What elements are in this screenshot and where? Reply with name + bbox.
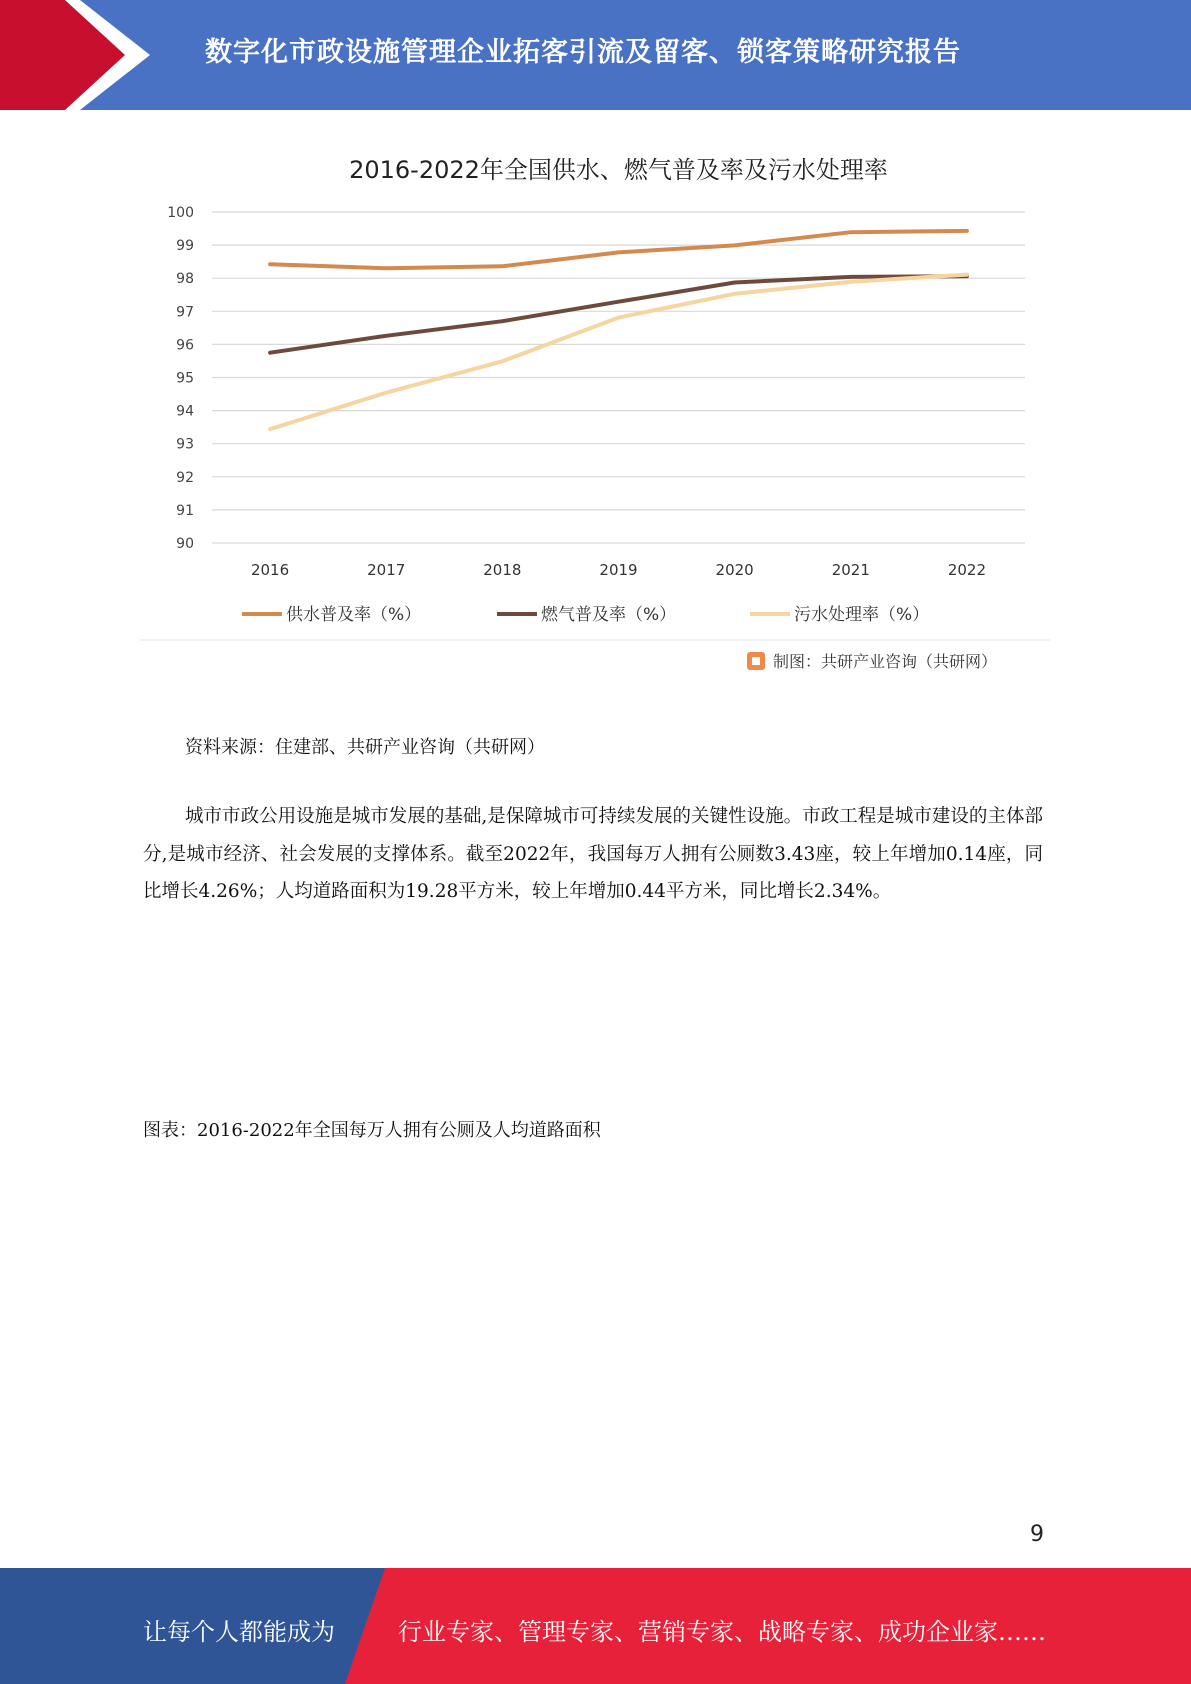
- y-tick-label: 95: [176, 370, 194, 387]
- report-header: [0, 0, 1191, 110]
- y-tick-label: 98: [176, 271, 194, 288]
- legend-label: 燃气普及率（%）: [541, 605, 677, 625]
- report-footer: [0, 1568, 1191, 1684]
- x-tick-label: 2017: [367, 561, 406, 579]
- series-line-2: [270, 276, 967, 353]
- y-tick-label: 94: [176, 403, 194, 420]
- chart-title: 2016-2022年全国供水、燃气普及率及污水处理率: [349, 156, 888, 184]
- series-line-1: [270, 231, 967, 268]
- figure-caption: 图表：2016-2022年全国每万人拥有公厕及人均道路面积: [143, 1120, 601, 1141]
- x-tick-label: 2022: [947, 561, 987, 579]
- page-number: 9: [1030, 1522, 1044, 1547]
- report-title: 数字化市政设施管理企业拓客引流及留客、锁客策略研究报告: [205, 37, 961, 68]
- footer-slogan-left: 让每个人都能成为: [143, 1618, 335, 1646]
- series-line-3: [270, 275, 967, 430]
- y-tick-label: 96: [176, 337, 194, 354]
- line-chart: [140, 140, 1050, 680]
- y-tick-label: 100: [167, 205, 194, 221]
- y-tick-label: 99: [176, 238, 194, 255]
- footer-slogan-right: 行业专家、管理专家、营销专家、战略专家、成功企业家……: [398, 1618, 1046, 1646]
- legend-label: 污水处理率（%）: [794, 605, 930, 625]
- y-tick-label: 91: [176, 502, 194, 519]
- gonyn-logo-icon-inner: [752, 657, 760, 665]
- y-tick-label: 97: [176, 304, 194, 321]
- x-tick-label: 2018: [483, 561, 522, 579]
- source-note: 资料来源：住建部、共研产业咨询（共研网）: [185, 737, 545, 758]
- legend-label: 供水普及率（%）: [286, 605, 422, 625]
- y-tick-label: 93: [176, 436, 194, 453]
- x-tick-label: 2021: [831, 561, 870, 579]
- y-tick-label: 92: [176, 469, 194, 486]
- x-tick-label: 2019: [599, 561, 638, 579]
- chart-credit: 制图：共研产业咨询（共研网）: [773, 652, 998, 671]
- y-tick-label: 90: [176, 536, 194, 552]
- x-tick-label: 2020: [715, 561, 754, 579]
- x-tick-label: 2016: [250, 561, 290, 579]
- chart-canvas: [140, 140, 1050, 680]
- body-paragraph: 城市市政公用设施是城市发展的基础,是保障城市可持续发展的关键性设施。市政工程是城市建设的主体部分,是城市经济、社会发展的支撑体系。截至2022年，我国每万人拥有公厕数3.43座，较上年增加0.14座，同比增长4.26%；人均道路面积为19.28平方米，较上年增加0.44平方米，同比增长2.34%。: [143, 806, 1043, 902]
